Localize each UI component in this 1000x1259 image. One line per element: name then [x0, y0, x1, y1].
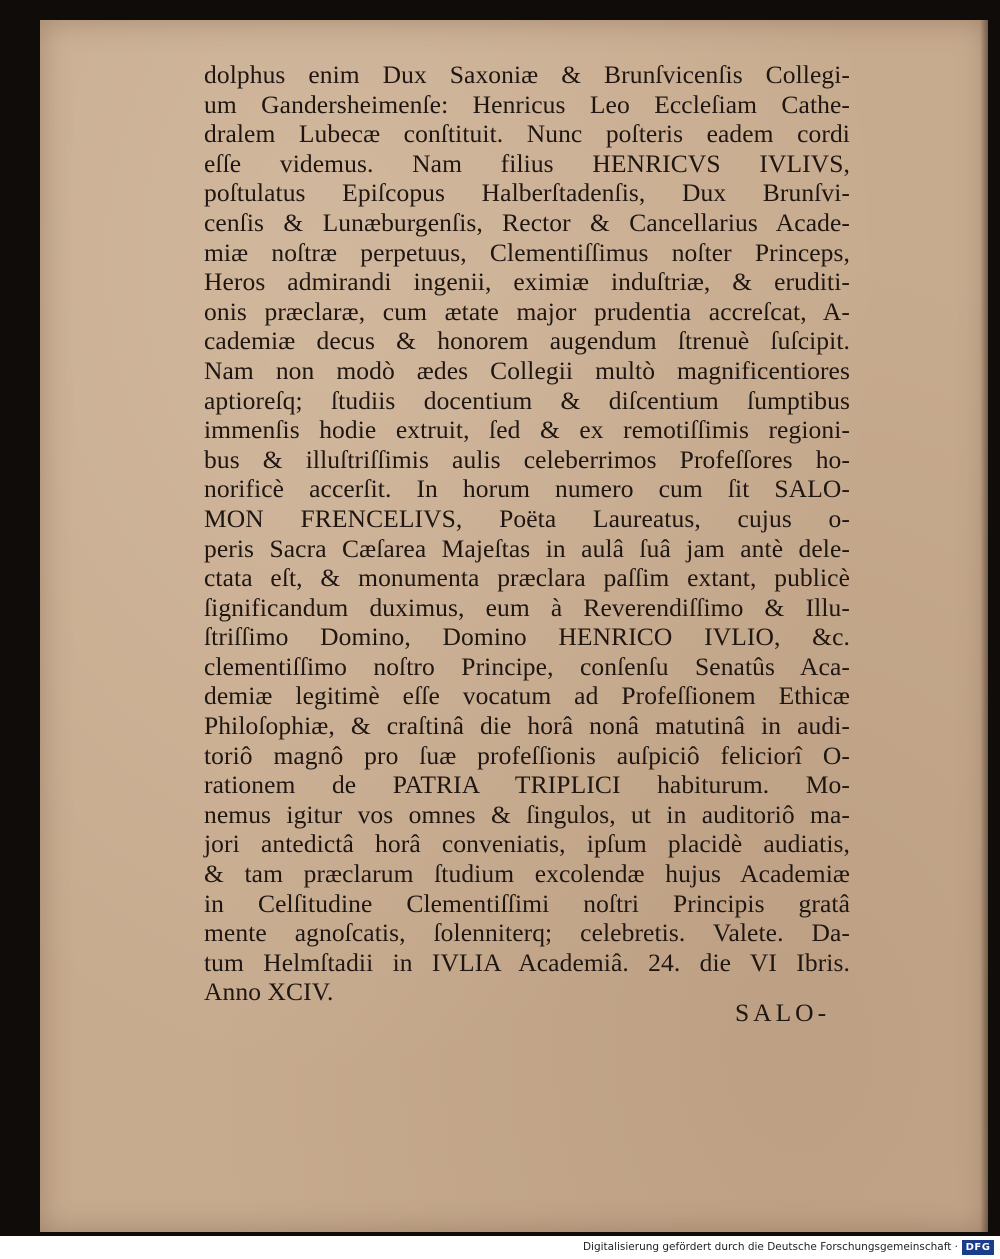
text-line: clementiſſimo noſtro Principe, conſenſu Senatûs Aca- — [204, 651, 850, 681]
text-line: cenſis & Lunæburgenſis, Rector & Cancellarius Acade- — [204, 207, 850, 237]
page-text-block — [204, 60, 850, 1007]
text-line: rationem de PATRIA TRIPLICI habiturum. Mo- — [204, 770, 850, 800]
text-line: jori antedictâ horâ conveniatis, ipſum placidè audiatis, — [204, 829, 850, 859]
text-line: cademiæ decus & honorem augendum ſtrenuè ſuſcipit. — [204, 326, 850, 356]
text-line: miæ noſtræ perpetuus, Clementiſſimus noſter Princeps, — [204, 237, 850, 267]
text-line: Heros admirandi ingenii, eximiæ induſtriæ, & eruditi- — [204, 267, 850, 297]
page-edge-shadow — [980, 20, 988, 1232]
text-line: dolphus enim Dux Saxoniæ & Brunſvicenſis Collegi- — [204, 60, 850, 89]
text-line: onis præclaræ, cum ætate major prudentia accreſcat, A- — [204, 296, 850, 326]
catchword: SALO- — [735, 998, 831, 1027]
text-line: demiæ legitimè eſſe vocatum ad Profeſſionem Ethicæ — [204, 681, 850, 711]
text-line-last: Anno XCIV. — [204, 977, 334, 1007]
text-line: norificè accerſit. In horum numero cum ſit SALO- — [204, 474, 850, 504]
text-line: toriô magnô pro ſuæ profeſſionis auſpiciô feliciorî O- — [204, 740, 850, 770]
text-line: immenſis hodie extruit, ſed & ex remotiſſimis regioni- — [204, 415, 850, 445]
text-line: tum Helmſtadii in IVLIA Academiâ. 24. die VI Ibris. — [204, 947, 850, 977]
footer-bar — [0, 1236, 1000, 1259]
text-line: um Gandersheimenſe: Henricus Leo Eccleſiam Cathe- — [204, 89, 850, 119]
text-line: peris Sacra Cæſarea Majeſtas in aulâ ſuâ jam antè dele- — [204, 533, 850, 563]
text-line: aptioreſq; ſtudiis docentium & diſcentium ſumptibus — [204, 385, 850, 415]
text-line: MON FRENCELIVS, Poëta Laureatus, cujus o- — [204, 503, 850, 533]
text-line: nemus igitur vos omnes & ſingulos, ut in auditoriô ma- — [204, 799, 850, 829]
text-line: Nam non modò ædes Collegii multò magnificentiores — [204, 355, 850, 385]
text-line: bus & illuſtriſſimis aulis celeberrimos Profeſſores ho- — [204, 444, 850, 474]
text-line: Philoſophiæ, & craſtinâ die horâ nonâ matutinâ in audi- — [204, 711, 850, 741]
footer-credit-text: Digitalisierung gefördert durch die Deutsche Forschungsgemeinschaft · — [582, 1241, 958, 1253]
text-line: & tam præclarum ſtudium excolendæ hujus Academiæ — [204, 859, 850, 889]
text-line: eſſe videmus. Nam filius HENRICVS IVLIVS, — [204, 148, 850, 178]
text-line: poſtulatus Epiſcopus Halberſtadenſis, Dux Brunſvi- — [204, 178, 850, 208]
text-line: ſtriſſimo Domino, Domino HENRICO IVLIO, &c. — [204, 622, 850, 652]
dfg-logo-icon[interactable]: DFG — [962, 1240, 994, 1255]
text-line: ctata eſt, & monumenta præclara paſſim extant, publicè — [204, 563, 850, 593]
text-line: dralem Lubecæ conſtituit. Nunc poſteris eadem cordi — [204, 119, 850, 149]
text-line: mente agnoſcatis, ſolenniterq; celebretis. Valete. Da- — [204, 918, 850, 948]
text-line: in Celſitudine Clementiſſimi noſtri Principis gratâ — [204, 888, 850, 918]
text-line: ſignificandum duximus, eum à Reverendiſſimo & Illu- — [204, 592, 850, 622]
